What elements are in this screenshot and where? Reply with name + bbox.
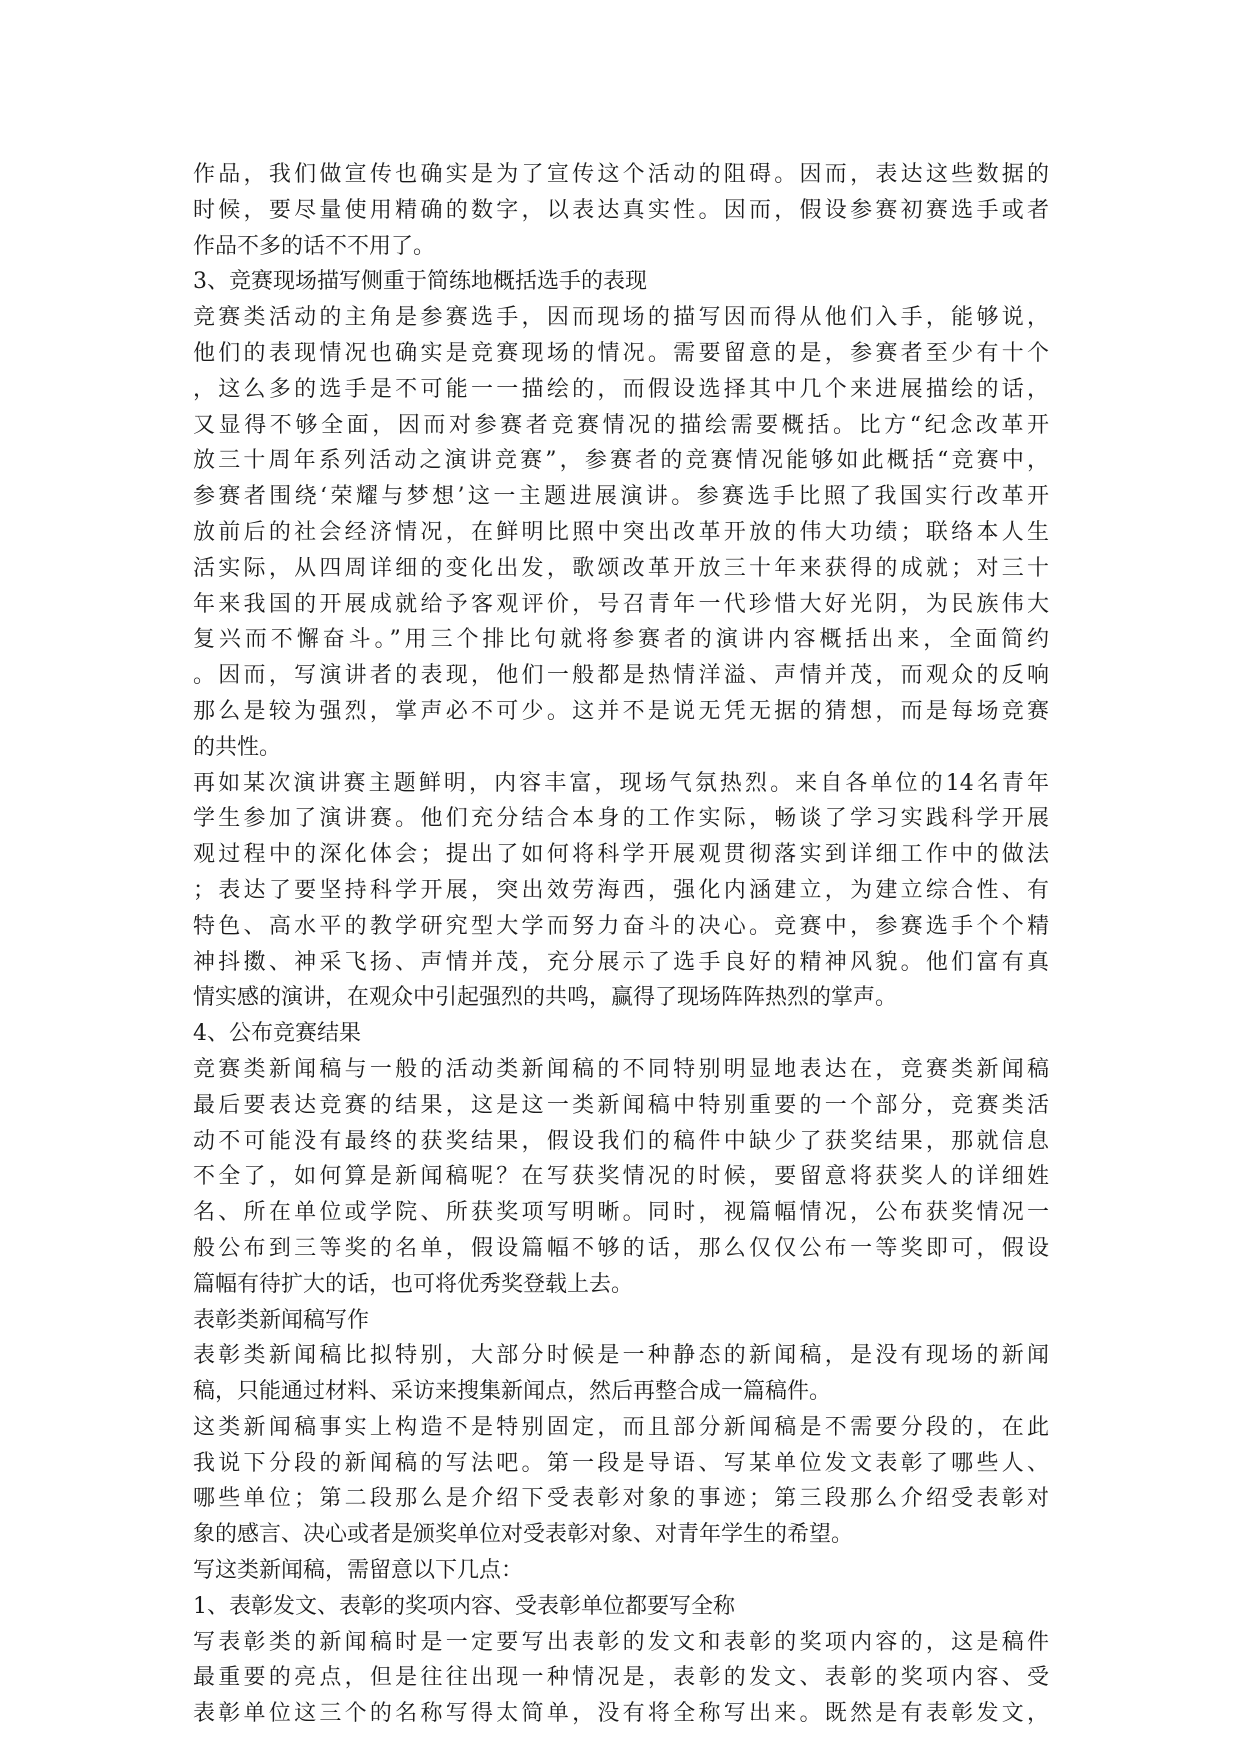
- text-line: 特色、高水平的教学研究型大学而努力奋斗的决心。竞赛中，参赛选手个个精: [193, 913, 1049, 939]
- text-line: 时候，要尽量使用精确的数字，以表达真实性。因而，假设参赛初赛选手或者: [193, 197, 1049, 223]
- text-line: 稿，只能通过材料、采访来搜集新闻点，然后再整合成一篇稿件。: [193, 1379, 832, 1405]
- text-line: 神抖擞、神采飞扬、声情并茂，充分展示了选手良好的精神风貌。他们富有真: [193, 949, 1049, 975]
- text-line: 放前后的社会经济情况，在鲜明比照中突出改革开放的伟大功绩；联络本人生: [193, 519, 1049, 545]
- text-line: 名、所在单位或学院、所获奖项写明晰。同时，视篇幅情况，公布获奖情况一: [193, 1200, 1049, 1226]
- text-line: 竞赛类活动的主角是参赛选手，因而现场的描写因而得从他们入手，能够说，: [193, 305, 1049, 331]
- text-line: 活实际，从四周详细的变化出发，歌颂改革开放三十年来获得的成就；对三十: [193, 555, 1049, 581]
- text-line: 。因而，写演讲者的表现，他们一般都是热情洋溢、声情并茂，而观众的反响: [193, 663, 1049, 689]
- text-line: 不全了，如何算是新闻稿呢？在写获奖情况的时候，要留意将获奖人的详细姓: [193, 1164, 1049, 1190]
- text-line: 最重要的亮点，但是往往出现一种情况是，表彰的发文、表彰的奖项内容、受: [193, 1665, 1049, 1691]
- text-line: 作品，我们做宣传也确实是为了宣传这个活动的阻碍。因而，表达这些数据的: [193, 162, 1049, 187]
- text-line: 观过程中的深化体会；提出了如何将科学开展观贯彻落实到详细工作中的做法: [193, 842, 1049, 868]
- text-line: ，这么多的选手是不可能一一描绘的，而假设选择其中几个来进展描绘的话，: [193, 376, 1049, 402]
- text-line: 哪些单位；第二段那么是介绍下受表彰对象的事迹；第三段那么介绍受表彰对: [193, 1486, 1049, 1512]
- text-line: 表彰类新闻稿写作: [193, 1307, 370, 1333]
- text-line: 写这类新闻稿，需留意以下几点：: [193, 1558, 524, 1584]
- text-line: 又显得不够全面，因而对参赛者竞赛情况的描绘需要概括。比方“纪念改革开: [193, 412, 1049, 438]
- text-line: 1、表彰发文、表彰的奖项内容、受表彰单位都要写全称: [193, 1593, 735, 1619]
- text-line: 他们的表现情况也确实是竞赛现场的情况。需要留意的是，参赛者至少有十个: [193, 340, 1049, 366]
- text-line: 复兴而不懈奋斗。”用三个排比句就将参赛者的演讲内容概括出来，全面简约: [193, 627, 1049, 653]
- text-line: 再如某次演讲赛主题鲜明，内容丰富，现场气氛热烈。来自各单位的14名青年: [193, 770, 1049, 796]
- document-body: [193, 157, 1049, 1732]
- text-line: 象的感言、决心或者是颁奖单位对受表彰对象、对青年学生的希望。: [193, 1522, 854, 1548]
- text-line: ；表达了要坚持科学开展，突出效劳海西，强化内涵建立，为建立综合性、有: [193, 877, 1049, 903]
- text-line: 那么是较为强烈，掌声必不可少。这并不是说无凭无据的猜想，而是每场竞赛: [193, 698, 1049, 724]
- text-line: 动不可能没有最终的获奖结果，假设我们的稿件中缺少了获奖结果，那就信息: [193, 1128, 1049, 1154]
- text-line: 4、公布竞赛结果: [193, 1021, 361, 1047]
- text-line: 的共性。: [193, 734, 282, 760]
- text-line: 这类新闻稿事实上构造不是特别固定，而且部分新闻稿是不需要分段的，在此: [193, 1414, 1049, 1440]
- text-line: 表彰类新闻稿比拟特别，大部分时候是一种静态的新闻稿，是没有现场的新闻: [193, 1343, 1049, 1369]
- text-line: 写表彰类的新闻稿时是一定要写出表彰的发文和表彰的奖项内容的，这是稿件: [193, 1629, 1049, 1655]
- text-line: 学生参加了演讲赛。他们充分结合本身的工作实际，畅谈了学习实践科学开展: [193, 806, 1049, 832]
- text-line: 篇幅有待扩大的话，也可将优秀奖登载上去。: [193, 1271, 634, 1297]
- text-line: 情实感的演讲，在观众中引起强烈的共鸣，赢得了现场阵阵热烈的掌声。: [193, 985, 898, 1011]
- text-line: 3、竞赛现场描写侧重于简练地概括选手的表现: [193, 269, 647, 295]
- text-line: 般公布到三等奖的名单，假设篇幅不够的话，那么仅仅公布一等奖即可，假设: [193, 1235, 1049, 1261]
- text-line: 表彰单位这三个的名称写得太简单，没有将全称写出来。既然是有表彰发文，: [193, 1701, 1049, 1727]
- text-line: 作品不多的话不不用了。: [193, 233, 436, 259]
- text-line: 参赛者围绕‘荣耀与梦想’这一主题进展演讲。参赛选手比照了我国实行改革开: [193, 484, 1049, 510]
- text-line: 我说下分段的新闻稿的写法吧。第一段是导语、写某单位发文表彰了哪些人、: [193, 1450, 1049, 1476]
- text-line: 最后要表达竞赛的结果，这是这一类新闻稿中特别重要的一个部分，竞赛类活: [193, 1092, 1049, 1118]
- text-line: 年来我国的开展成就给予客观评价，号召青年一代珍惜大好光阴，为民族伟大: [193, 591, 1049, 617]
- text-line: 竞赛类新闻稿与一般的活动类新闻稿的不同特别明显地表达在，竞赛类新闻稿: [193, 1056, 1049, 1082]
- text-line: 放三十周年系列活动之演讲竞赛”，参赛者的竞赛情况能够如此概括“竞赛中，: [193, 448, 1049, 474]
